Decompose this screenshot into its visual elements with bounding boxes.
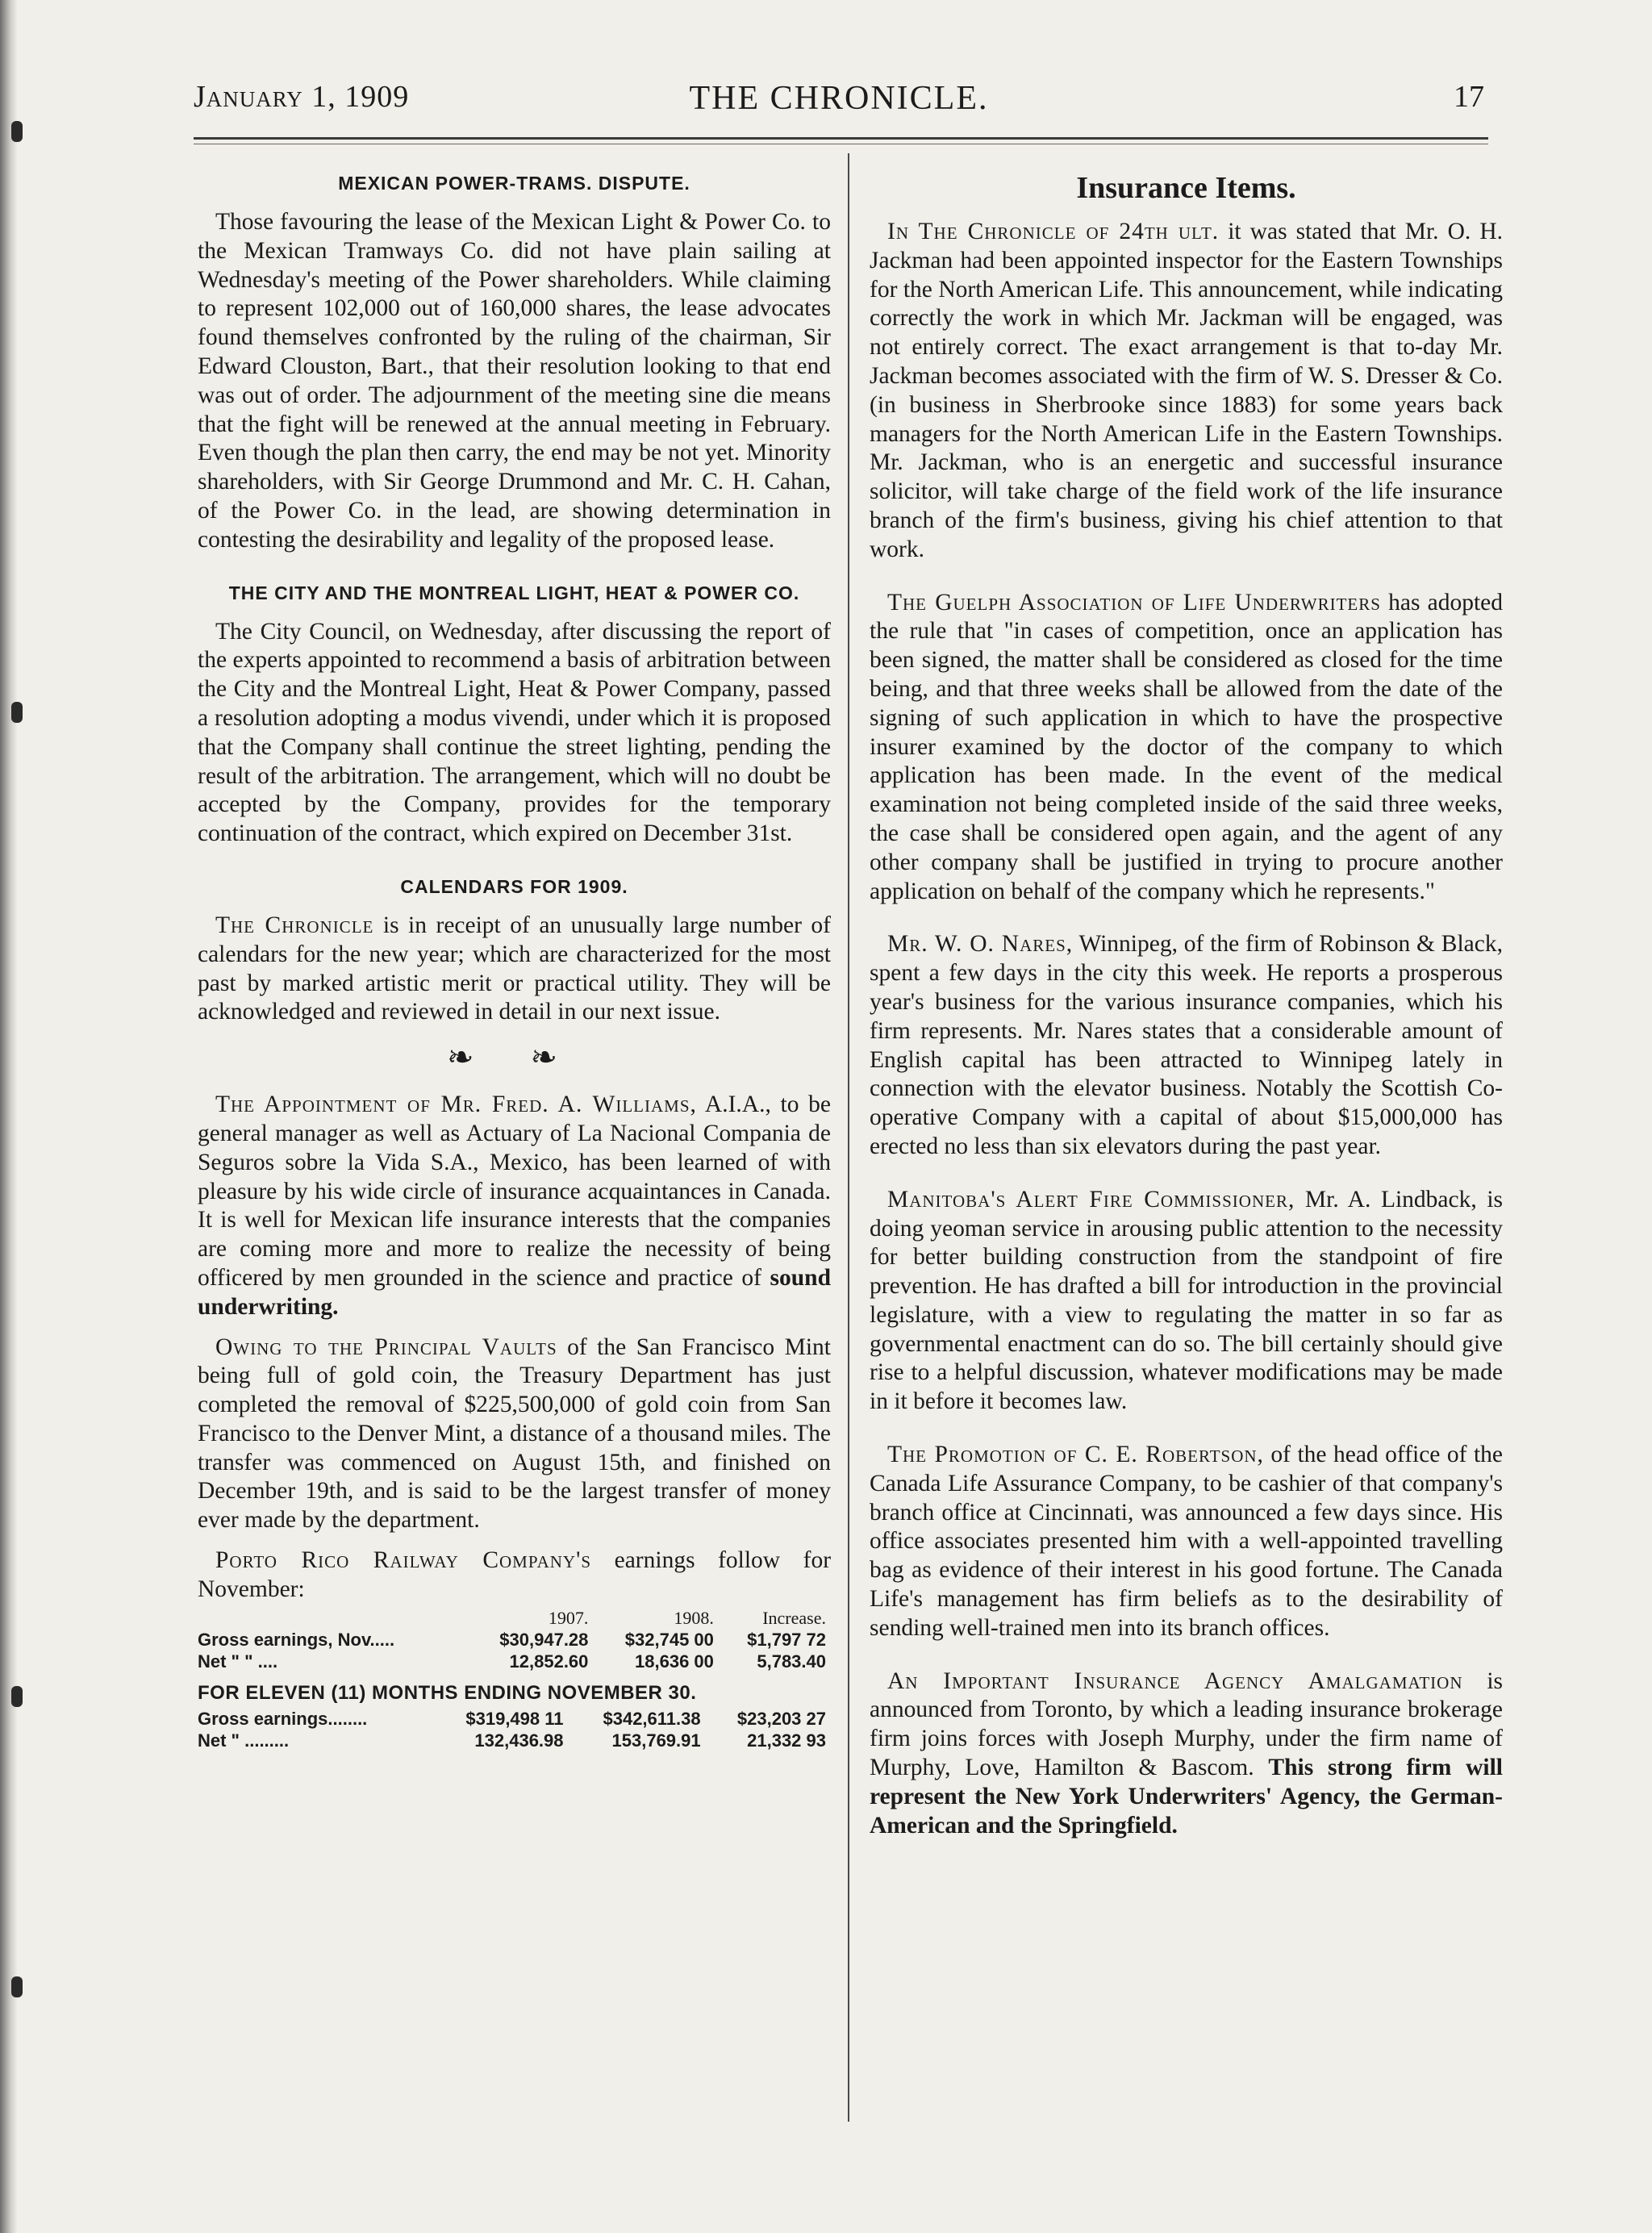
paragraph-lead: Manitoba's Alert Fire Commissioner, <box>887 1186 1295 1212</box>
table-cell: Gross earnings........ <box>198 1708 368 1729</box>
table-row <box>198 1651 831 1672</box>
table-cell: $319,498 11 <box>465 1708 564 1729</box>
earnings-table-eleven-months <box>198 1708 831 1751</box>
article-paragraph <box>870 589 1503 907</box>
article-paragraph <box>198 912 831 1027</box>
paragraph-text: it was stated that Mr. O. H. Jackman had been appointed inspector for the Eastern Townships for the North American Life. This announcement, while indicating correctly the work in which Mr. Jackman will be engaged, was not entirely correct. The exact arrangement is that to-day Mr. Jackman becomes associated with the firm of W. S. Dresser & Co. (in business in Sherbrooke since 1883) for some years back managers for the North American Life in the Eastern Townships. Mr. Jackman, who is an energetic and successful insurance solicitor, will take charge of the field work of the life insurance branch of the firm's business, giving his chief attention to that work. <box>870 219 1504 562</box>
table-cell: Net " " .... <box>198 1651 278 1672</box>
right-column <box>870 169 1503 1840</box>
table-cell: 12,852.60 <box>509 1651 589 1672</box>
article-paragraph: The City Council, on Wednesday, after discussing the report of the experts appointed to recommend a basis of arbitration between the City and the Montreal Light, Heat & Power Company, passed a resolution adopting a modus vivendi, under which it is proposed that the Company shall continue the street lighting, pending the result of the arbitration. The arrangement, which will no doubt be accepted by the Company, provides for the temporary continuation of the contract, which expired on December 31st. <box>198 618 831 847</box>
binding-mark <box>11 121 23 142</box>
article-paragraph <box>870 930 1503 1161</box>
column-divider <box>848 153 849 2122</box>
paragraph-text: of the San Francisco Mint being full of gold coin, the Treasury Department has just completed the removal of $225,500,000 of gold coin from San Francisco to the Denver Mint, a distance of a thousand miles. The transfer was commenced on August 15th, and finished on December 19th, and is said to be the largest transfer of money ever made by the department. <box>198 1334 831 1534</box>
article-paragraph <box>198 1546 831 1605</box>
paragraph-text: is in receipt of an unusually large number of calendars for the new year; which are characterized for the most past by marked artistic merit or practical utility. They will be acknowledged and reviewed in detail in our next issue. <box>198 912 832 1025</box>
paragraph-lead: The Guelph Association of Life Underwriters <box>887 589 1381 616</box>
paragraph-lead: The Chronicle <box>215 912 374 938</box>
article-paragraph <box>870 1667 1503 1841</box>
table-cell: 21,332 93 <box>747 1730 826 1751</box>
table-cell: 18,636 00 <box>635 1651 714 1672</box>
article-heading: CALENDARS FOR 1909. <box>400 875 628 897</box>
article-heading: THE CITY AND THE MONTREAL LIGHT, HEAT & POWER CO. <box>228 582 800 603</box>
table-header: 1907. <box>548 1607 589 1628</box>
binding-mark <box>11 1686 23 1707</box>
article-paragraph <box>870 1441 1503 1643</box>
section-ornament: ❧ ❧ <box>446 1039 582 1076</box>
paragraph-lead: An Important Insurance Agency Amalgamation <box>887 1667 1463 1694</box>
table-header: 1908. <box>674 1607 714 1628</box>
table-cell: 153,769.91 <box>611 1730 701 1751</box>
table-header <box>198 1608 468 1629</box>
paragraph-lead: Porto Rico Railway Company's <box>215 1547 592 1574</box>
left-column <box>198 169 831 1751</box>
page-number: 17 <box>1454 80 1484 114</box>
paragraph-text: Winnipeg, of the firm of Robinson & Black, spent a few days in the city this week. He reports a prosperous year's business for the various insurance companies, which his firm represents. Mr. Nares states that a considerable amount of English capital has been attracted to Winnipeg lately in connection with the elevator business. Notably the Scottish Co-operative Company with a capital of about $15,000,000 has erected no less than six elevators during the past year. <box>870 931 1503 1159</box>
paragraph-lead: Mr. W. O. Nares, <box>887 931 1074 958</box>
table-header: Increase. <box>762 1607 826 1628</box>
paragraph-lead: In The Chronicle of 24th ult. <box>887 219 1220 244</box>
binding-mark <box>11 1976 23 1997</box>
paragraph-text: earnings follow for November: <box>198 1547 832 1602</box>
article-heading: MEXICAN POWER-TRAMS. DISPUTE. <box>338 173 690 194</box>
paragraph-text: A.I.A., to be general manager as well as Actuary of La Nacional Compania de Seguros sobre la Vida S.A., Mexico, has been learned of with pleasure by his wide circle of insurance acquaintances in Canada. It is well for Mexican life insurance interests that the companies are coming more and more to realize the necessity of being officered by men grounded in the science and practice of <box>198 1091 831 1291</box>
article-paragraph <box>198 1091 831 1321</box>
article-paragraph: Those favouring the lease of the Mexican Light & Power Co. to the Mexican Tramways Co. did not have plain sailing at Wednesday's meeting of the Power shareholders. While claiming to represent 102,000 out of 160,000 shares, the lease advocates found themselves confronted by the ruling of the chairman, Sir Edward Clouston, Bart., that their resolution looking to that end was out of order. The adjournment of the meeting sine die means that the fight will be renewed at the annual meeting in February. Even though the plan then carry, the end may be not yet. Minority shareholders, with Sir George Drummond and Mr. C. H. Cahan, of the Power Co. in the lead, are showing determination in contesting the desirability and legality of the proposed lease. <box>198 209 831 553</box>
table-cell: $32,745 00 <box>624 1629 714 1650</box>
paragraph-tail: This strong firm will represent the New York Underwriters' Agency, the German-American and the Springfield. <box>870 1755 1504 1839</box>
paragraph-lead: The Appointment of Mr. Fred. A. Williams, <box>215 1091 697 1118</box>
paragraph-text: has adopted the rule that "in cases of competition, once an application has been signed, the matter shall be considered as closed for the time being, and that three weeks shall be allowed from the date of the signing of such application in which to have the prospective insurer examined by the doctor of the company to which application has been made. In the event of the medical examination not being completed inside of the said three weeks, the case shall be considered open again, and the agent of any other company shall be justified in trying to procure another application on behalf of the company which he represents." <box>870 589 1503 904</box>
table-row <box>198 1708 831 1730</box>
table-cell: 5,783.40 <box>757 1651 826 1672</box>
paragraph-text: is announced from Toronto, by which a leading insurance brokerage firm joins forces with Joseph Murphy, under the firm name of Murphy, Love, Hamilton & Bascom. <box>870 1667 1503 1781</box>
paragraph-lead: The Promotion of C. E. Robertson, <box>887 1442 1264 1468</box>
table-subheading: FOR ELEVEN (11) MONTHS ENDING NOVEMBER 30. <box>198 1681 697 1704</box>
table-cell: $30,947.28 <box>499 1629 589 1650</box>
page-header <box>194 79 1484 136</box>
paragraph-text: Mr. A. Lindback, is doing yeoman service in arousing public attention to the necessity for better building construction from the standpoint of fire prevention. He has drafted a bill for introduction in the provincial legislature, with a view to regulating the matter in so far as governmental enactment can do so. The bill certainly should give rise to a helpful discussion, whatever modifications may be made in it before it becomes law. <box>870 1186 1504 1415</box>
article-paragraph <box>870 218 1503 565</box>
table-row <box>198 1629 831 1651</box>
table-header-row <box>198 1608 831 1629</box>
paragraph-tail: sound underwriting. <box>198 1264 831 1320</box>
table-cell: Gross earnings, Nov..... <box>198 1629 395 1650</box>
article-paragraph <box>198 1334 831 1536</box>
header-rule <box>194 137 1488 140</box>
table-cell: Net " ......... <box>198 1730 290 1751</box>
issue-date: January 1, 1909 <box>194 80 410 114</box>
article-paragraph <box>870 1186 1503 1417</box>
binding-mark <box>11 702 23 723</box>
newspaper-title: THE CHRONICLE. <box>689 80 989 117</box>
table-row <box>198 1730 831 1751</box>
paragraph-text: of the head office of the Canada Life Assurance Company, to be cashier of that company's branch office at Cincinnati, was announced a few days since. His office associates presented him with a well-appointed travelling bag as evidence of their interest in his good fortune. The Canada Life's management has firm beliefs as to the desirability of sending well-trained men into its branch offices. <box>870 1442 1503 1641</box>
earnings-table <box>198 1608 831 1672</box>
table-cell: $1,797 72 <box>747 1629 826 1650</box>
paragraph-lead: Owing to the Principal Vaults <box>215 1334 557 1360</box>
section-title: Insurance Items. <box>1076 171 1296 205</box>
table-cell: 132,436.98 <box>474 1730 564 1751</box>
table-cell: $23,203 27 <box>736 1708 826 1729</box>
page-binding-edge <box>0 0 18 2233</box>
table-cell: $342,611.38 <box>603 1708 701 1729</box>
